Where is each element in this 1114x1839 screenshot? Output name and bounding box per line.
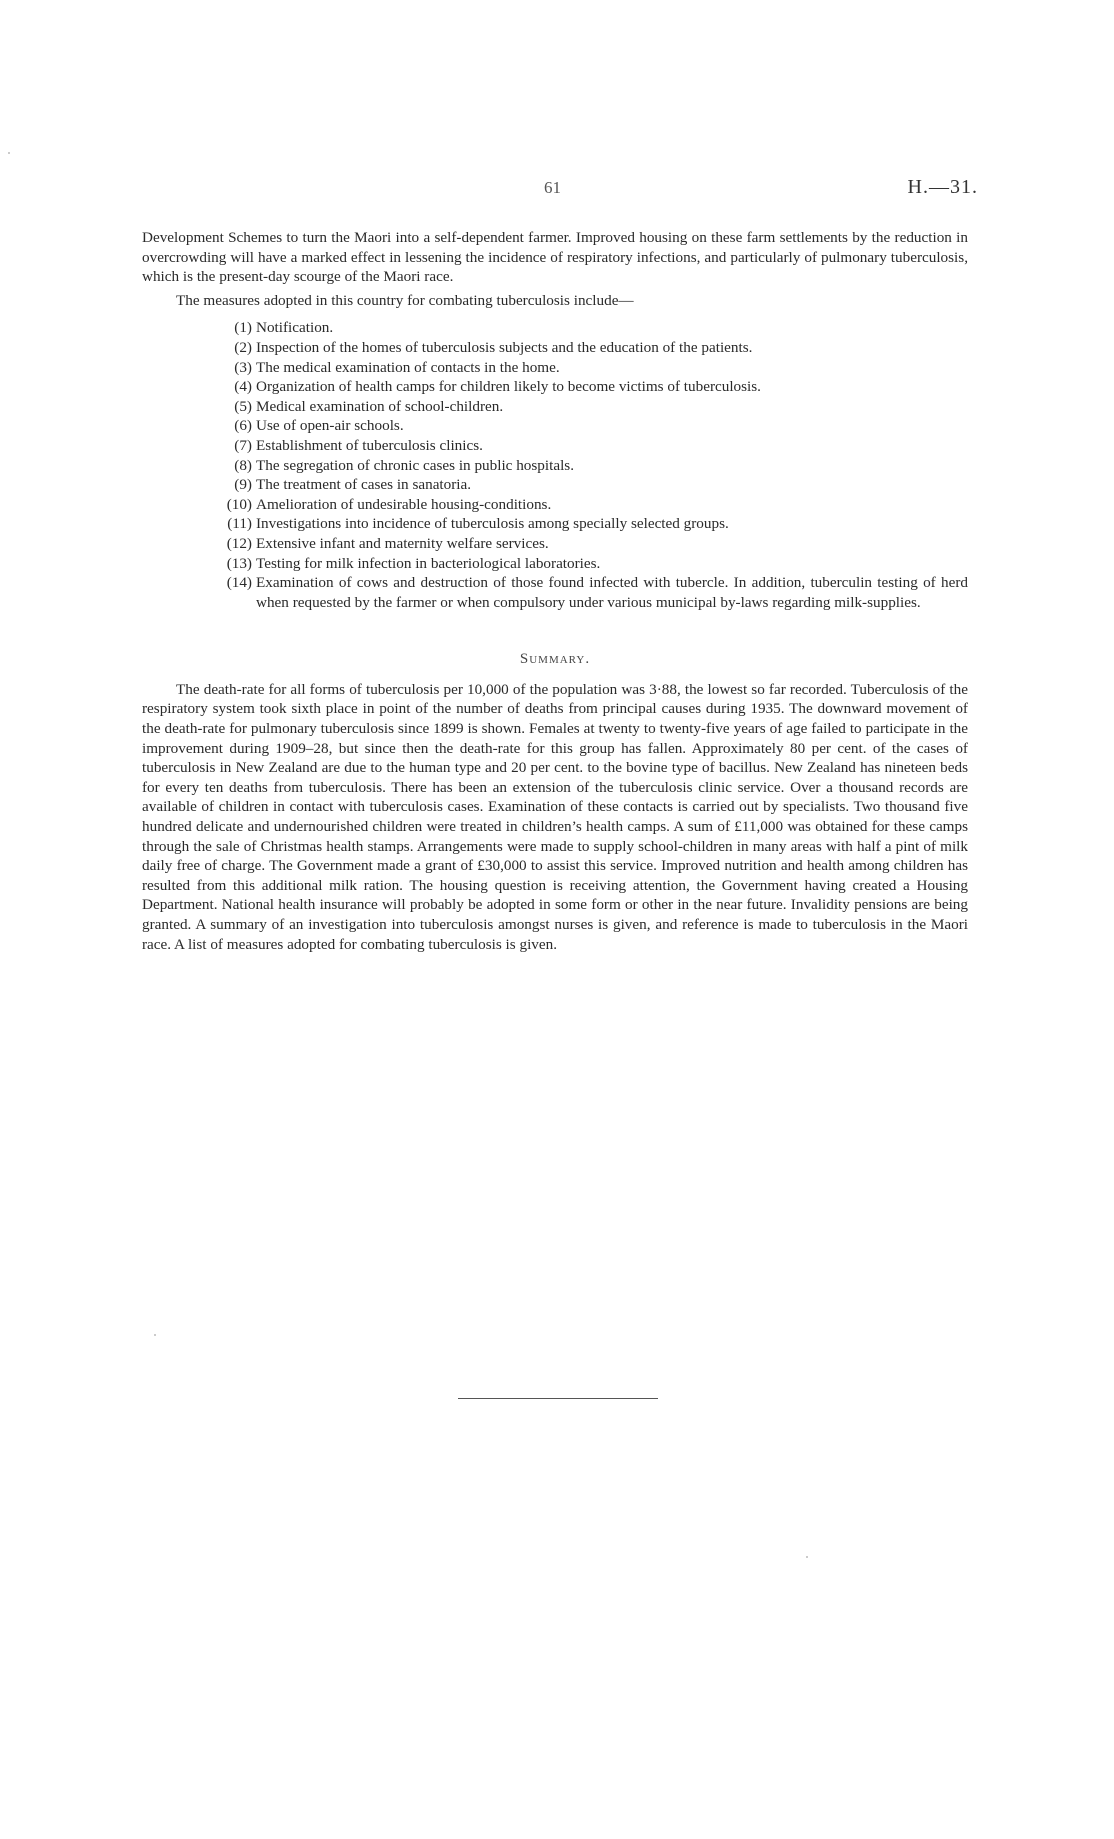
document-reference: H.—31. (907, 176, 978, 198)
item-text: The medical examination of contacts in the home. (256, 358, 560, 376)
list-item (142, 456, 968, 476)
list-item (142, 514, 968, 534)
measures-intro: The measures adopted in this country for combating tuberculosis include— (176, 291, 634, 309)
item-number: (4) (234, 378, 252, 396)
list-item (142, 554, 968, 574)
item-number: (6) (234, 417, 252, 435)
item-text: Testing for milk infection in bacteriological laboratories. (256, 554, 601, 572)
item-text: Notification. (256, 319, 334, 337)
scan-speck (8, 152, 10, 154)
page-body (142, 228, 968, 954)
item-text: Inspection of the homes of tuberculosis subjects and the education of the patients. (256, 338, 753, 356)
item-text: Establishment of tuberculosis clinics. (256, 436, 483, 454)
measures-list (142, 318, 968, 612)
list-item (142, 436, 968, 456)
item-text: The segregation of chronic cases in public hospitals. (256, 456, 575, 474)
list-item (142, 318, 968, 338)
list-item (142, 338, 968, 358)
item-number: (8) (234, 456, 252, 474)
item-text: Amelioration of undesirable housing-conditions. (256, 495, 552, 513)
item-text: Examination of cows and destruction of those found infected with tubercle. In addition, tuberculin testing of herd when requested by the farmer or when compulsory under various municipal by-laws regarding milk-supplies. (256, 574, 968, 611)
item-text: Organization of health camps for children likely to become victims of tuberculosis. (256, 378, 761, 396)
closing-rule (458, 1398, 658, 1399)
scan-speck (154, 1334, 156, 1336)
page-header (140, 178, 978, 208)
list-item (142, 358, 968, 378)
item-text: The treatment of cases in sanatoria. (256, 476, 472, 494)
list-item (142, 416, 968, 436)
item-number: (2) (234, 338, 252, 356)
item-number: (9) (234, 476, 252, 494)
list-item (142, 397, 968, 417)
item-number: (5) (234, 397, 252, 415)
summary-heading: Summary. (519, 651, 591, 668)
item-number: (10) (226, 495, 252, 513)
item-number: (11) (227, 515, 252, 533)
item-number: (7) (234, 436, 252, 454)
item-text: Extensive infant and maternity welfare services. (256, 534, 549, 552)
intro-paragraph: Development Schemes to turn the Maori into a self-dependent farmer. Improved housing on these farm settlements by the reduction in overcrowding will have a marked effect in lessening the incidence of respiratory infections, and particularly of pulmonary tuberculosis, which is the present-day scourge of the Maori race. (142, 229, 968, 286)
list-item (142, 377, 968, 397)
list-item (142, 534, 968, 554)
scan-speck (806, 1556, 808, 1558)
list-item (142, 495, 968, 515)
item-number: (13) (226, 554, 252, 572)
item-text: Use of open-air schools. (256, 417, 404, 435)
list-item (142, 475, 968, 495)
item-number: (1) (234, 319, 252, 337)
item-number: (3) (234, 358, 252, 376)
summary-paragraph: The death-rate for all forms of tuberculosis per 10,000 of the population was 3·88, the lowest so far recorded. Tuberculosis of the respiratory system took sixth place in point of the number of deaths from principal causes during 1935. The downward movement of the death-rate for pulmonary tuberculosis since 1899 is shown. Females at twenty to twenty-five years of age failed to participate in the improvement during 1909–28, but since then the death-rate for this group has fallen. Approximately 80 per cent. of the cases of tuberculosis in New Zealand are due to the human type and 20 per cent. to the bovine type of bacillus. New Zealand has nineteen beds for every ten deaths from tuberculosis. There has been an extension of the tuberculosis clinic service. Over a thousand records are available of children in contact with tuberculosis cases. Examination of these contacts is carried out by specialists. Two thousand five hundred delicate and undernourished children were treated in children’s health camps. A sum of £11,000 was obtained for these camps through the sale of Christmas health stamps. Arrangements were made to supply school-children in many areas with half a pint of milk daily free of charge. The Government made a grant of £30,000 to assist this service. Improved nutrition and health among children has resulted from this additional milk ration. The housing question is receiving attention, the Government having created a Housing Department. National health insurance will probably be adopted in some form or other in the near future. Invalidity pensions are being granted. A summary of an investigation into tuberculosis amongst nurses is given, and reference is made to tuberculosis in the Maori race. A list of measures adopted for combating tuberculosis is given. (142, 680, 968, 953)
page-number: 61 (544, 178, 561, 197)
item-text: Medical examination of school-children. (256, 397, 504, 415)
list-item (142, 573, 968, 612)
item-number: (14) (226, 574, 252, 592)
item-text: Investigations into incidence of tuberculosis among specially selected groups. (256, 515, 729, 533)
item-number: (12) (226, 534, 252, 552)
